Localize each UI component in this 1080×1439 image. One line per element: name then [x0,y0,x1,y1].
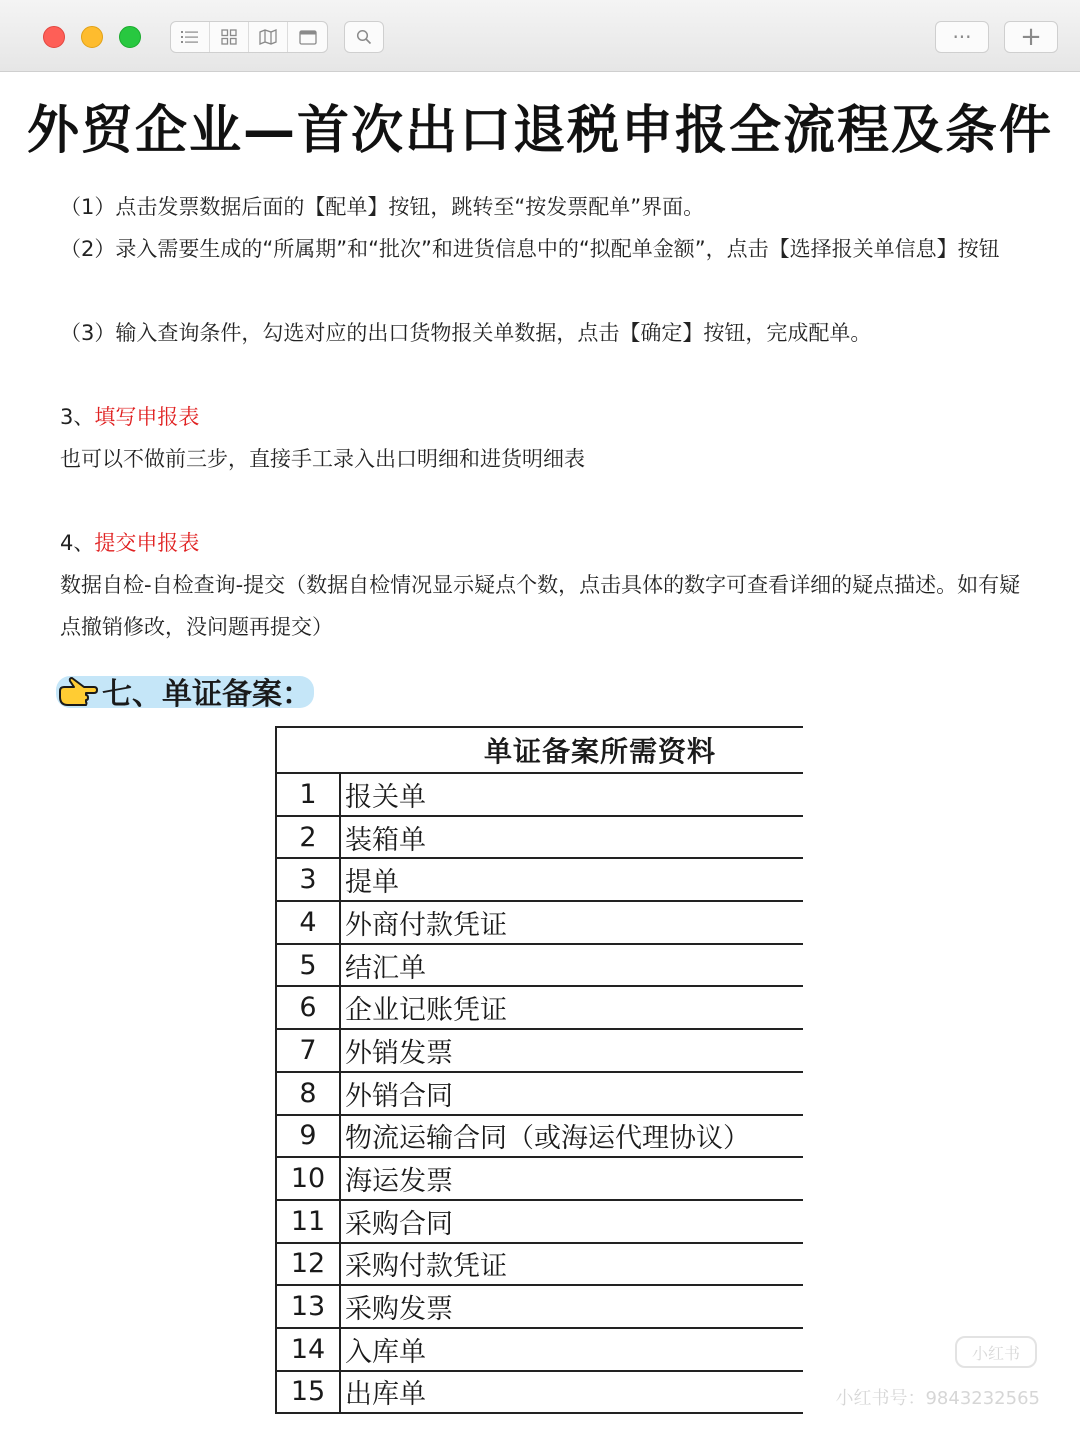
row-number: 6 [277,987,341,1028]
close-window-button[interactable] [43,26,65,48]
row-item: 外商付款凭证 [345,909,507,941]
document-table [275,726,803,1414]
row-item: 结汇单 [345,952,426,984]
table-row [277,1244,803,1287]
row-item: 外销发票 [345,1037,453,1069]
table-row [277,945,803,988]
row-number: 7 [277,1030,341,1071]
table-title: 单证备案所需资料 [277,728,803,774]
row-number: 13 [277,1286,341,1327]
step-1: （1）点击发票数据后面的【配单】按钮，跳转至“按发票配单”界面。 [60,195,705,219]
table-row [277,987,803,1030]
step-3: （3）输入查询条件，勾选对应的出口货物报关单数据，点击【确定】按钮，完成配单。 [60,321,872,345]
grid-view-button[interactable] [210,22,249,52]
row-number: 2 [277,817,341,858]
section-3-number: 3、 [60,405,95,429]
grid-icon [221,29,237,45]
row-item: 出库单 [345,1379,426,1411]
row-item: 海运发票 [345,1166,453,1198]
row-number: 11 [277,1201,341,1242]
list-icon [181,30,199,44]
row-item: 企业记账凭证 [345,995,507,1027]
section-4-title: 提交申报表 [94,531,200,555]
new-tab-button[interactable] [1004,21,1058,53]
table-row [277,1030,803,1073]
row-number: 1 [277,774,341,815]
section-3-title: 填写申报表 [94,405,200,429]
table-row [277,859,803,902]
table-row [277,1329,803,1372]
table-row [277,1286,803,1329]
zoom-window-button[interactable] [119,26,141,48]
map-view-button[interactable] [249,22,288,52]
watermark-badge: 小红书 [955,1336,1037,1368]
row-item: 采购付款凭证 [345,1251,507,1283]
section-3-heading [60,396,1035,438]
section-4-number: 4、 [60,531,95,555]
section-4-text: 数据自检-自检查询-提交（数据自检情况显示疑点个数，点击具体的数字可查看详细的疑点描述。如有疑点撤销修改，没问题再提交） [60,573,1021,639]
plus-icon: + [1020,22,1042,52]
table-row [277,902,803,945]
table-row [277,1158,803,1201]
row-number: 9 [277,1116,341,1157]
table-row [277,1073,803,1116]
row-number: 8 [277,1073,341,1114]
window-toolbar [0,0,1080,72]
window-icon [299,30,317,45]
table-row [277,1372,803,1415]
search-icon [356,29,372,45]
row-number: 14 [277,1329,341,1370]
search-button[interactable] [344,21,384,53]
view-button-group [170,21,328,53]
section-3-text: 也可以不做前三步，直接手工录入出口明细和进货明细表 [60,447,585,471]
row-number: 10 [277,1158,341,1199]
section-7-title: 七、单证备案： [102,677,312,712]
row-item: 外销合同 [345,1080,453,1112]
table-body [277,774,803,1414]
row-number: 4 [277,902,341,943]
watermark-text: 小红书号：9843232565 [835,1388,1040,1409]
table-row [277,774,803,817]
minimize-window-button[interactable] [81,26,103,48]
row-item: 提单 [345,867,399,899]
section-7-heading [56,668,312,714]
row-item: 采购合同 [345,1208,453,1240]
window-view-button[interactable] [288,22,327,52]
more-icon: ··· [952,25,972,49]
map-icon [259,29,277,45]
row-number: 12 [277,1244,341,1285]
more-button[interactable] [935,21,989,53]
row-item: 物流运输合同（或海运代理协议） [345,1123,750,1155]
row-item: 采购发票 [345,1294,453,1326]
row-item: 装箱单 [345,824,426,856]
list-view-button[interactable] [171,22,210,52]
pointing-hand-icon [56,673,98,709]
row-number: 3 [277,859,341,900]
table-row [277,1116,803,1159]
table-row [277,1201,803,1244]
row-number: 5 [277,945,341,986]
step-2: （2）录入需要生成的“所属期”和“批次”和进货信息中的“拟配单金额”，点击【选择报关单信息】按钮 [60,237,1000,261]
row-item: 入库单 [345,1336,426,1368]
table-row [277,817,803,860]
row-item: 报关单 [345,781,426,813]
section-4-heading [60,522,1035,564]
page-title: 外贸企业—首次出口退税申报全流程及条件 [26,101,1053,161]
row-number: 15 [277,1372,341,1413]
